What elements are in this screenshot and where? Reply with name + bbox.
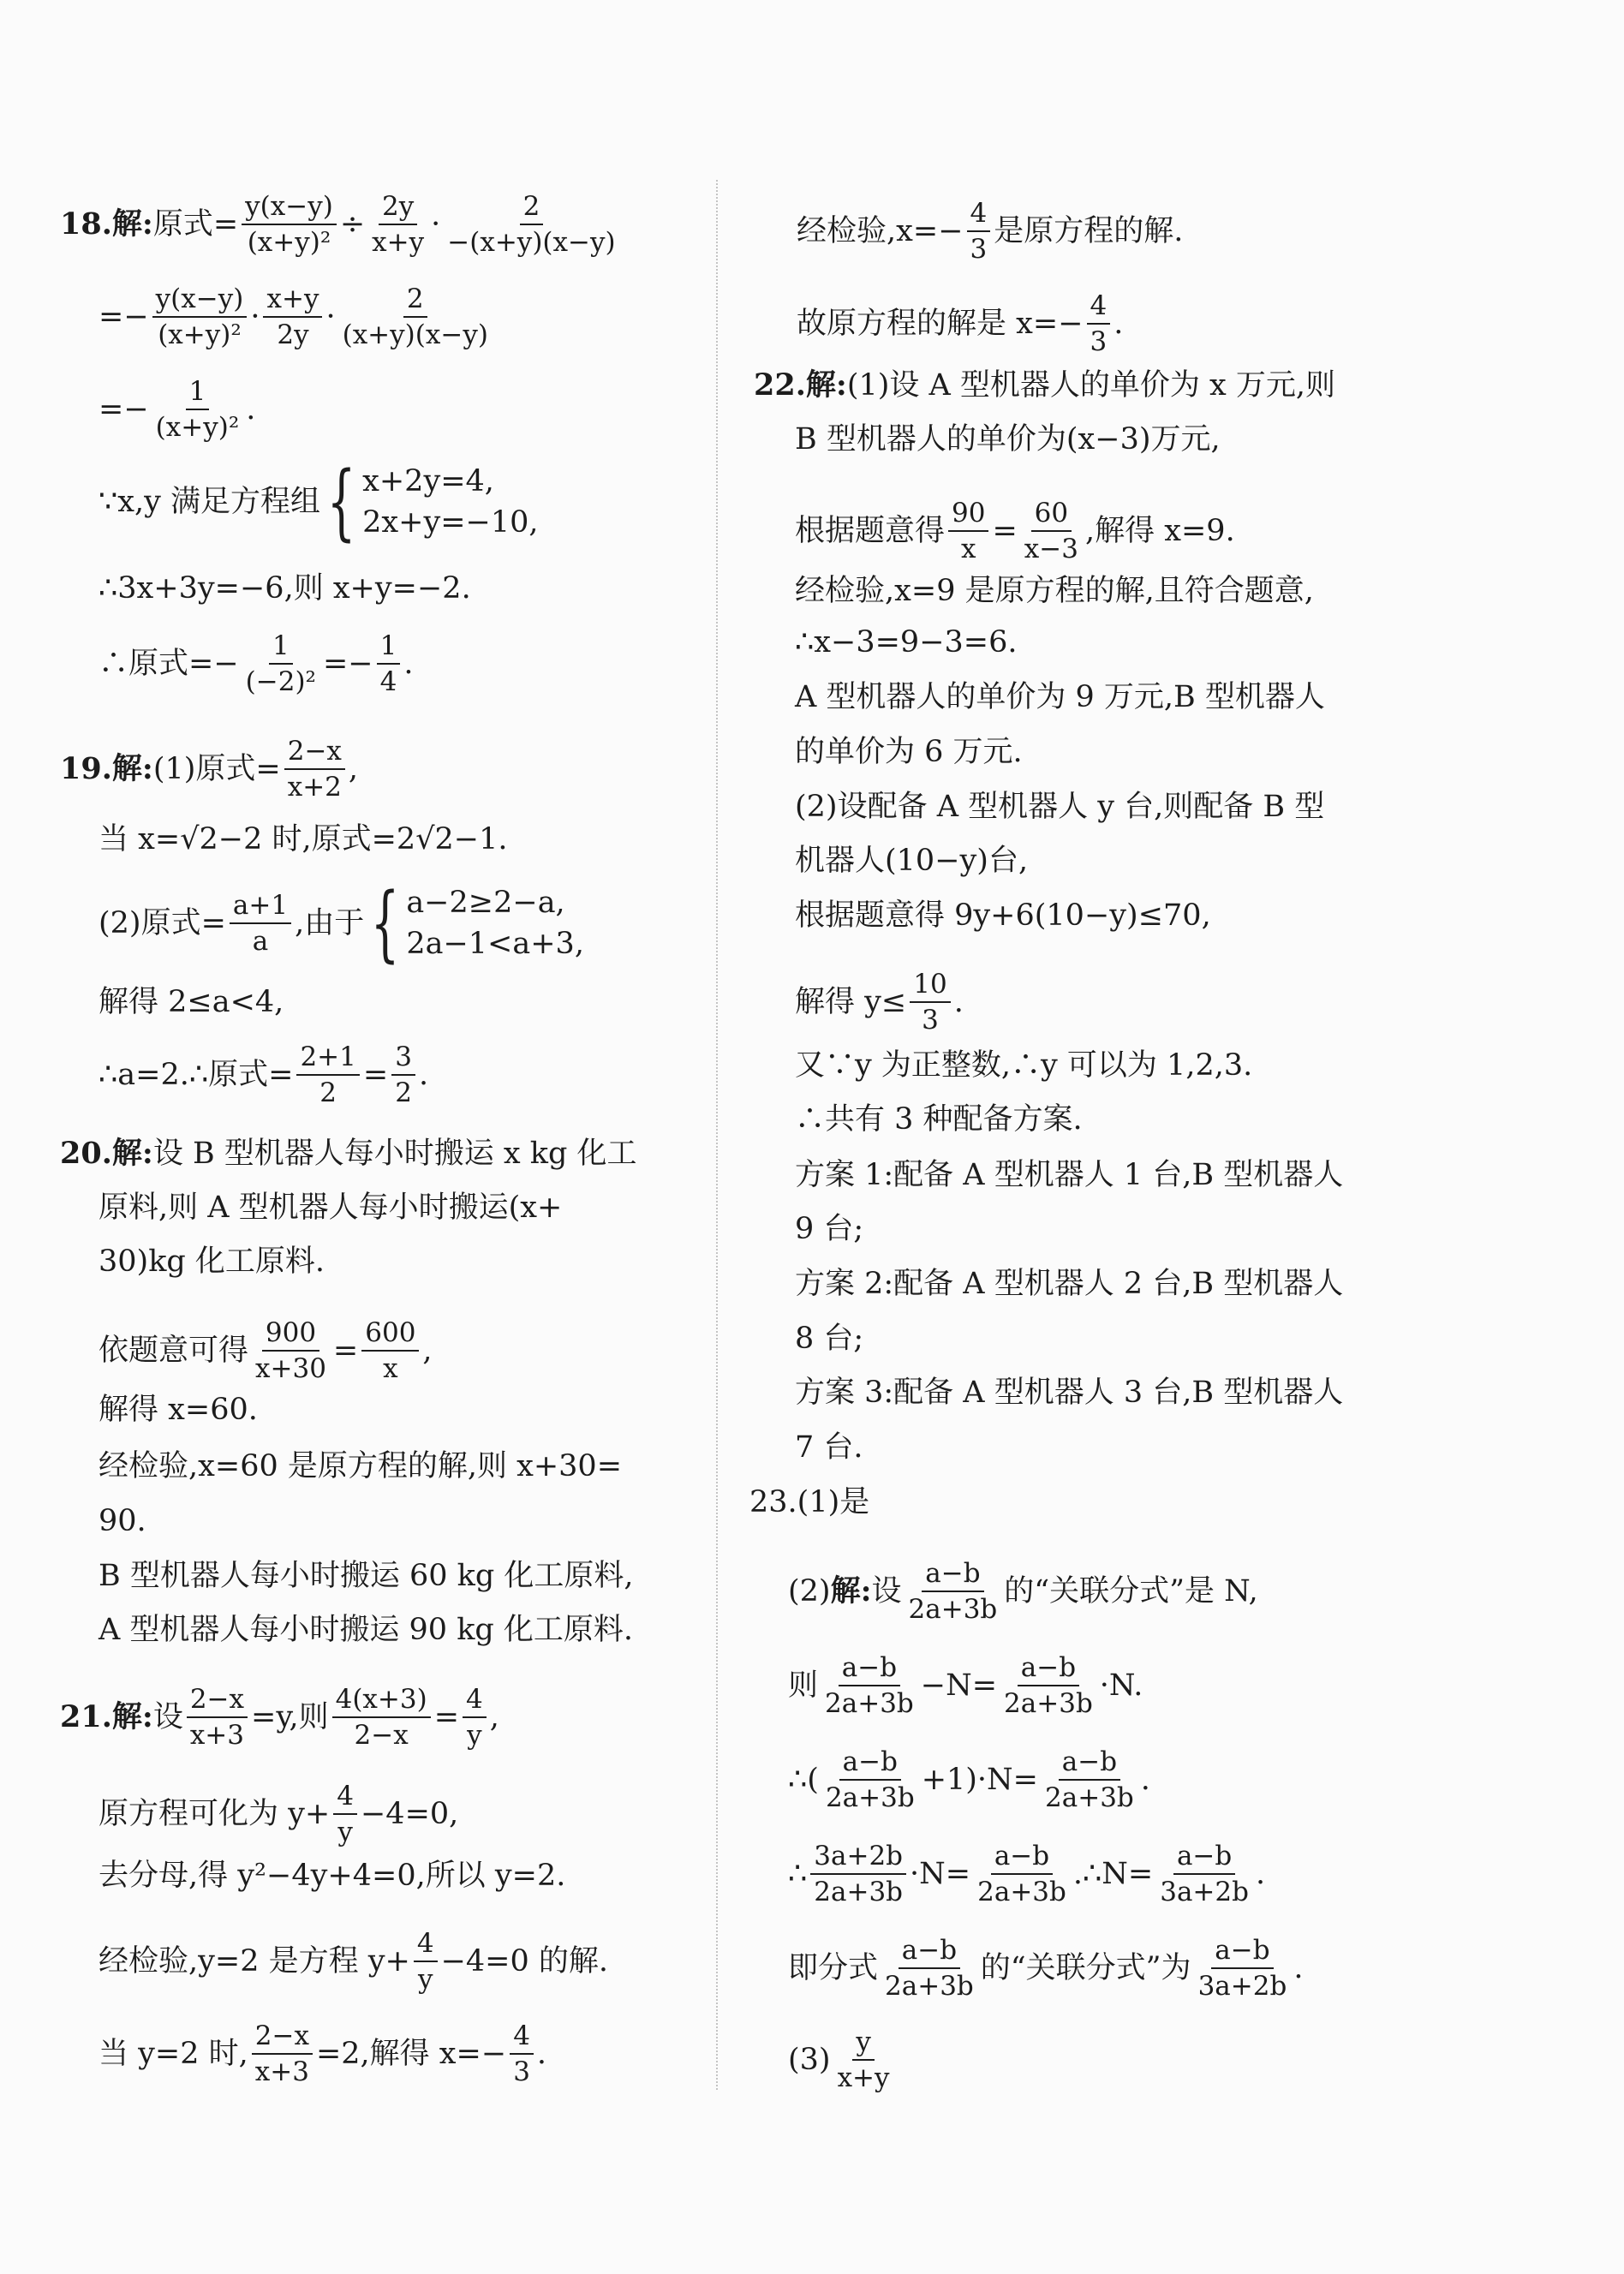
fraction: $\frac{600}{x}$ (361, 1316, 419, 1385)
column-divider (716, 180, 718, 2090)
fraction: $\frac{4}{y}$ (414, 1927, 438, 1996)
p20-line-3: 30)kg 化工原料. (99, 1244, 325, 1279)
fraction: $\frac{2y}{x+y}$ (372, 191, 425, 258)
p22-line-16: 方案 2:配备 A 型机器人 2 台,B 型机器人 (795, 1267, 1344, 1301)
p22-line-10: 根据题意得 9y+6(10−y)≤70, (795, 898, 1211, 933)
p19-line-2: 当 x=√2−2 时,原式=2√2−1. (99, 822, 508, 856)
fraction: $\frac{y(x-y)}{\text{(x+y)²}}$ (152, 283, 248, 351)
p18-label: 18.解: (60, 206, 153, 242)
p20-line-2: 原料,则 A 型机器人每小时搬运(x+ (99, 1191, 563, 1225)
p22-line-4: 经检验,x=9 是原方程的解,且符合题意, (795, 574, 1314, 608)
p18-line-4: ∵x,y 满足方程组 { x+2y=4, 2x+y=−10, (99, 454, 539, 550)
p21-label: 21.解: (60, 1699, 153, 1734)
p22-line-1: 22.解: (1)设 A 型机器人的单价为 x 万元,则 (754, 367, 1336, 403)
fraction: $\frac{4}{y}$ (333, 1780, 357, 1848)
p22-line-19: 7 台. (795, 1430, 863, 1465)
p21-line-3: 去分母,得 y²−4y+4=0,所以 y=2. (99, 1859, 566, 1893)
p22-line-14: 方案 1:配备 A 型机器人 1 台,B 型机器人 (795, 1158, 1344, 1192)
fraction: $\frac{90}{x}$ (948, 497, 988, 565)
fraction: $\frac{2}{-(x+y)(x-y)}$ (447, 191, 616, 258)
fraction: $\frac{3a+2b}{2a+3b}$ (810, 1840, 906, 1908)
equation-system: { x+2y=4, 2x+y=−10, (326, 454, 539, 550)
p23-label: 解: (830, 1573, 872, 1609)
p21-line-5: 当 y=2 时, $\frac{2-x}{x+3}$ =2,解得 x=− $\frac{4}{3}$ . (99, 2020, 547, 2087)
fraction: $\frac{60}{x-3}$ (1024, 498, 1078, 564)
fraction: $\frac{4(x+3)}{2-x}$ (332, 1683, 431, 1752)
p22-line-3: 根据题意得 $\frac{90}{x}$ = $\frac{60}{x-3}$ ,解得 x=9. (795, 498, 1235, 564)
fraction: $\frac{a-b}{2a+3b}$ (885, 1935, 974, 2002)
fraction: $\frac{a-b}{2a+3b}$ (825, 1746, 915, 1813)
fraction: $\frac{a-b}{2a+3b}$ (1045, 1746, 1134, 1813)
fraction: $\frac{y}{x+y}$ (837, 2026, 890, 2093)
p22-line-15: 9 台; (795, 1212, 864, 1246)
fraction: $\frac{1}{\text{(x+y)²}}$ (155, 376, 240, 443)
p20-line-6: 经检验,x=60 是原方程的解,则 x+30= (99, 1449, 623, 1483)
p21-cont-line-1: 经检验,x=− $\frac{4}{3}$ 是原方程的解. (797, 198, 1184, 265)
p23-line-7: (3) $\frac{y}{x+y}$ (788, 2026, 897, 2094)
fraction: $\frac{2}{(x+y)(x-y)}$ (342, 284, 488, 350)
p21-line-1: 21.解: 设 $\frac{2-x}{x+3}$ =y,则 $\frac{4(x+3)}{2-x}$ = $\frac{4}{y}$ , (60, 1684, 499, 1751)
p19-line-4: 解得 2≤a<4, (99, 985, 284, 1019)
p22-line-11: 解得 y≤ $\frac{10}{3}$ . (795, 969, 964, 1036)
p22-line-17: 8 台; (795, 1322, 864, 1356)
p19-line-5: ∴a=2.∴原式= $\frac{2+1}{2}$ = $\frac{3}{2}$ . (99, 1042, 429, 1108)
fraction: $\frac{2-x}{x+3}$ (252, 2020, 313, 2088)
p23-line-6: 即分式 $\frac{a-b}{2a+3b}$ 的“关联分式”为 $\frac{a-b}{3a+2b}$ . (788, 1935, 1304, 2002)
fraction: $\frac{a-b}{2a+3b}$ (977, 1841, 1066, 1907)
fraction: $\frac{a+1}{a}$ (230, 889, 291, 958)
p20-label: 20.解: (60, 1136, 153, 1171)
p18-line-6: ∴原式=− $\frac{1}{\text{(−2)²}}$ =− $\frac{1}{4}$ . (99, 630, 414, 697)
p21-cont-line-2: 故原方程的解是 x=− $\frac{4}{3}$ . (797, 290, 1124, 357)
p23-line-3: 则 $\frac{a-b}{2a+3b}$ −N= $\frac{a-b}{2a+3b}$ ·N. (788, 1652, 1143, 1719)
fraction: $\frac{a-b}{2a+3b}$ (825, 1652, 914, 1719)
fraction: $\frac{2-x}{x+3}$ (187, 1683, 248, 1752)
p18-line-5: ∴3x+3y=−6,则 x+y=−2. (99, 571, 471, 606)
p22-line-8: (2)设配备 A 型机器人 y 台,则配备 B 型 (795, 790, 1325, 824)
fraction: $\frac{4}{3}$ (967, 197, 991, 266)
p22-line-7: 的单价为 6 万元. (795, 735, 1023, 769)
fraction: $\frac{a-b}{3a+2b}$ (1160, 1841, 1249, 1907)
p23-line-5: ∴ $\frac{3a+2b}{2a+3b}$ ·N= $\frac{a-b}{2a+3b}$ .∴N= $\frac{a-b}{3a+2b}$ . (788, 1841, 1266, 1907)
p22-line-6: A 型机器人的单价为 9 万元,B 型机器人 (795, 680, 1325, 714)
fraction: $\frac{x+y}{2y}$ (263, 283, 322, 351)
fraction: $\frac{1}{\text{(−2)²}}$ (245, 630, 316, 697)
p23-line-4: ∴( $\frac{a-b}{2a+3b}$ +1)·N= $\frac{a-b}{2a+3b}$ . (788, 1746, 1150, 1813)
fraction: $\frac{4}{3}$ (1087, 289, 1111, 358)
p18-line-3: =− $\frac{1}{\text{(x+y)²}}$ . (99, 376, 256, 443)
p21-line-4: 经检验,y=2 是方程 y+ $\frac{4}{y}$ −4=0 的解. (99, 1928, 609, 1995)
fraction: $\frac{10}{3}$ (910, 968, 950, 1036)
fraction: $\frac{3}{2}$ (391, 1041, 415, 1109)
fraction: $\frac{4}{y}$ (463, 1683, 487, 1752)
p20-line-5: 解得 x=60. (99, 1393, 258, 1427)
p19-line-3: (2)原式= $\frac{a+1}{a}$ ,由于 { a−2≥2−a, 2a−1<a+3, (99, 875, 584, 971)
p22-line-9: 机器人(10−y)台, (795, 844, 1029, 878)
p23-line-1: 23.(1)是 (749, 1485, 870, 1519)
fraction: $\frac{a-b}{3a+2b}$ (1197, 1935, 1287, 2002)
p20-line-4: 依题意可得 $\frac{900}{x+30}$ = $\frac{600}{x}$ , (99, 1317, 433, 1384)
fraction: $\frac{a-b}{2a+3b}$ (908, 1558, 998, 1625)
p20-line-7: 90. (99, 1504, 146, 1538)
fraction: $\frac{1}{4}$ (377, 630, 401, 698)
fraction: $\frac{y(x-y)}{\text{(x+y)²}}$ (242, 190, 337, 259)
fraction: $\frac{2+1}{2}$ (296, 1041, 359, 1109)
p18-line-1: 18.解: 原式= $\frac{y(x-y)}{\text{(x+y)²}}$ ÷ $\frac{2y}{x+y}$ · $\frac{2}{-(x+y)(x-y)}$ (60, 190, 623, 259)
inequality-system: { a−2≥2−a, 2a−1<a+3, (370, 875, 584, 971)
p22-line-12: 又∵y 为正整数,∴y 可以为 1,2,3. (795, 1048, 1253, 1083)
p23-line-2: (2) 解: 设 $\frac{a-b}{2a+3b}$ 的“关联分式”是 N, (788, 1558, 1258, 1625)
p18-line-2: =− $\frac{y(x-y)}{\text{(x+y)²}}$ · $\frac{x+y}{2y}$ · $\frac{2}{(x+y)(x-y)}$ (99, 283, 495, 351)
p21-line-2: 原方程可化为 y+ $\frac{4}{y}$ −4=0, (99, 1781, 459, 1847)
p22-line-18: 方案 3:配备 A 型机器人 3 台,B 型机器人 (795, 1376, 1344, 1410)
fraction: $\frac{900}{x+30}$ (255, 1317, 326, 1384)
p22-line-5: ∴x−3=9−3=6. (795, 625, 1018, 660)
p20-line-1: 20.解: 设 B 型机器人每小时搬运 x kg 化工 (60, 1136, 637, 1171)
p22-label: 22.解: (754, 367, 847, 403)
fraction: $\frac{4}{3}$ (510, 2020, 534, 2088)
p19-label: 19.解: (60, 751, 153, 786)
fraction: $\frac{2-x}{x+2}$ (284, 735, 345, 803)
fraction: $\frac{a-b}{2a+3b}$ (1004, 1652, 1093, 1719)
p19-line-1: 19.解: (1)原式= $\frac{2-x}{x+2}$ , (60, 736, 359, 803)
p22-line-2: B 型机器人的单价为(x−3)万元, (795, 422, 1221, 457)
p22-line-13: ∴共有 3 种配备方案. (795, 1102, 1083, 1137)
p20-line-9: A 型机器人每小时搬运 90 kg 化工原料. (99, 1613, 634, 1647)
p20-line-8: B 型机器人每小时搬运 60 kg 化工原料, (99, 1559, 634, 1593)
